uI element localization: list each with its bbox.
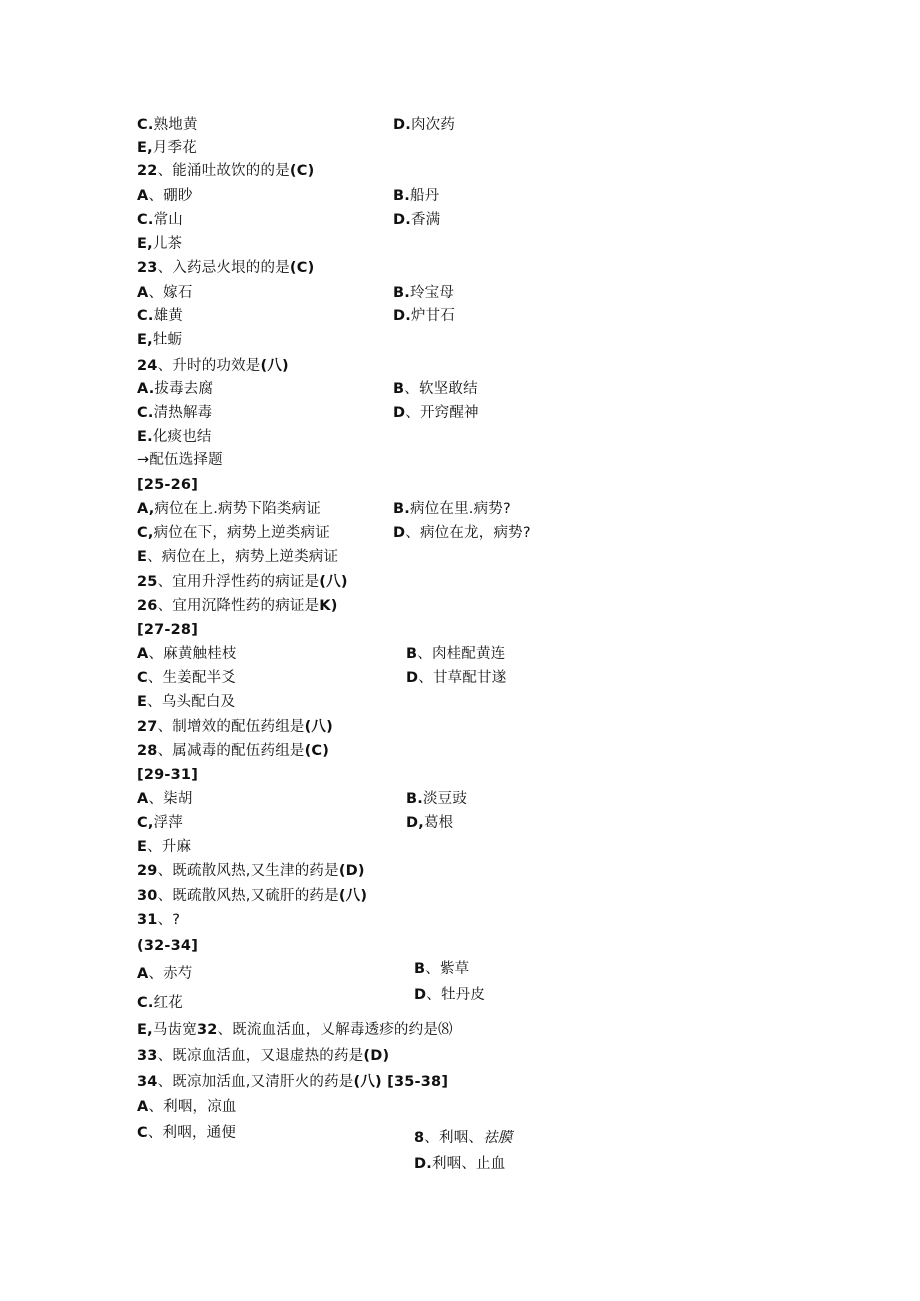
text-line: →配伍选择题 bbox=[137, 452, 223, 468]
text-line: C.常山 bbox=[137, 212, 183, 228]
text-line: 31、? bbox=[137, 912, 181, 928]
text-line: 25、宜用升浮性药的病证是(八) bbox=[137, 574, 348, 590]
text-line: 27、制增效的配伍药组是(八) bbox=[137, 719, 333, 735]
text-line: C.雄黄 bbox=[137, 308, 183, 324]
text-line: E,马齿宽32、既流血活血，乂解毒透疹的约是⑻ bbox=[137, 1022, 453, 1038]
text-line: [25-26] bbox=[137, 477, 199, 493]
text-line: D.肉次药 bbox=[393, 117, 456, 133]
text-line: C.熟地黄 bbox=[137, 117, 198, 133]
text-line: 8、利咽、祛膜 bbox=[414, 1130, 513, 1146]
text-line: 30、既疏散风热,又硫肝的药是(八) bbox=[137, 888, 368, 904]
text-line: A、利咽，凉血 bbox=[137, 1099, 237, 1115]
text-line: B、肉桂配黄连 bbox=[406, 646, 506, 662]
text-line: [27-28] bbox=[137, 622, 199, 638]
text-line: C,浮萍 bbox=[137, 815, 183, 831]
text-line: E.化痰也结 bbox=[137, 429, 212, 445]
text-line: D、病位在龙，病势? bbox=[393, 525, 531, 541]
text-line: [29-31] bbox=[137, 767, 199, 783]
text-line: C.红花 bbox=[137, 995, 183, 1011]
text-line: 33、既凉血活血，又退虚热的药是(D) bbox=[137, 1048, 390, 1064]
text-line: B.玲宝母 bbox=[393, 285, 455, 301]
text-line: E、乌头配白及 bbox=[137, 694, 236, 710]
text-line: 23、入药忌火垠的的是(C) bbox=[137, 260, 315, 276]
text-line: A、柒胡 bbox=[137, 791, 193, 807]
text-line: E、病位在上，病势上逆类病证 bbox=[137, 549, 339, 565]
text-line: D,葛根 bbox=[406, 815, 454, 831]
text-line: B.病位在里.病势? bbox=[393, 501, 511, 517]
text-line: B.淡豆豉 bbox=[406, 791, 468, 807]
text-line: C、生姜配半爻 bbox=[137, 670, 237, 686]
text-line: B、软坚敢结 bbox=[393, 381, 478, 397]
text-line: A、硼眇 bbox=[137, 188, 193, 204]
text-line: A.拔毒去腐 bbox=[137, 381, 214, 397]
text-line: D.香满 bbox=[393, 212, 441, 228]
text-line: E,儿茶 bbox=[137, 236, 183, 252]
text-line: B.船丹 bbox=[393, 188, 440, 204]
text-line: 28、属减毒的配伍药组是(C) bbox=[137, 743, 330, 759]
text-line: 22、能涌吐故饮的的是(C) bbox=[137, 163, 315, 179]
text-line: A、麻黄触桂枝 bbox=[137, 646, 237, 662]
text-line: 26、宜用沉降性药的病证是K) bbox=[137, 598, 338, 614]
text-line: A,病位在上.病势下陷类病证 bbox=[137, 501, 321, 517]
text-line: E、升麻 bbox=[137, 839, 192, 855]
text-line: A、赤芍 bbox=[137, 966, 193, 982]
text-line: D、开窍醒神 bbox=[393, 405, 479, 421]
text-line: 24、升时的功效是(八) bbox=[137, 358, 289, 374]
text-line: 29、既疏散风热,又生津的药是(D) bbox=[137, 863, 365, 879]
text-line: D、甘草配甘遂 bbox=[406, 670, 507, 686]
text-line: C,病位在下，病势上逆类病证 bbox=[137, 525, 330, 541]
text-line: E,月季花 bbox=[137, 140, 197, 156]
text-line: C.清热解毒 bbox=[137, 405, 213, 421]
text-line: D.利咽、止血 bbox=[414, 1156, 506, 1172]
text-line: C、利咽，通便 bbox=[137, 1125, 237, 1141]
text-line: 34、既凉加活血,又清肝火的药是(八) [35-38] bbox=[137, 1074, 449, 1090]
text-line: B、紫草 bbox=[414, 961, 470, 977]
text-line: E,牡蛎 bbox=[137, 332, 183, 348]
text-line: D、牡丹皮 bbox=[414, 987, 486, 1003]
text-line: A、嫁石 bbox=[137, 285, 193, 301]
text-line: (32-34] bbox=[137, 938, 199, 954]
text-line: D.炉甘石 bbox=[393, 308, 456, 324]
